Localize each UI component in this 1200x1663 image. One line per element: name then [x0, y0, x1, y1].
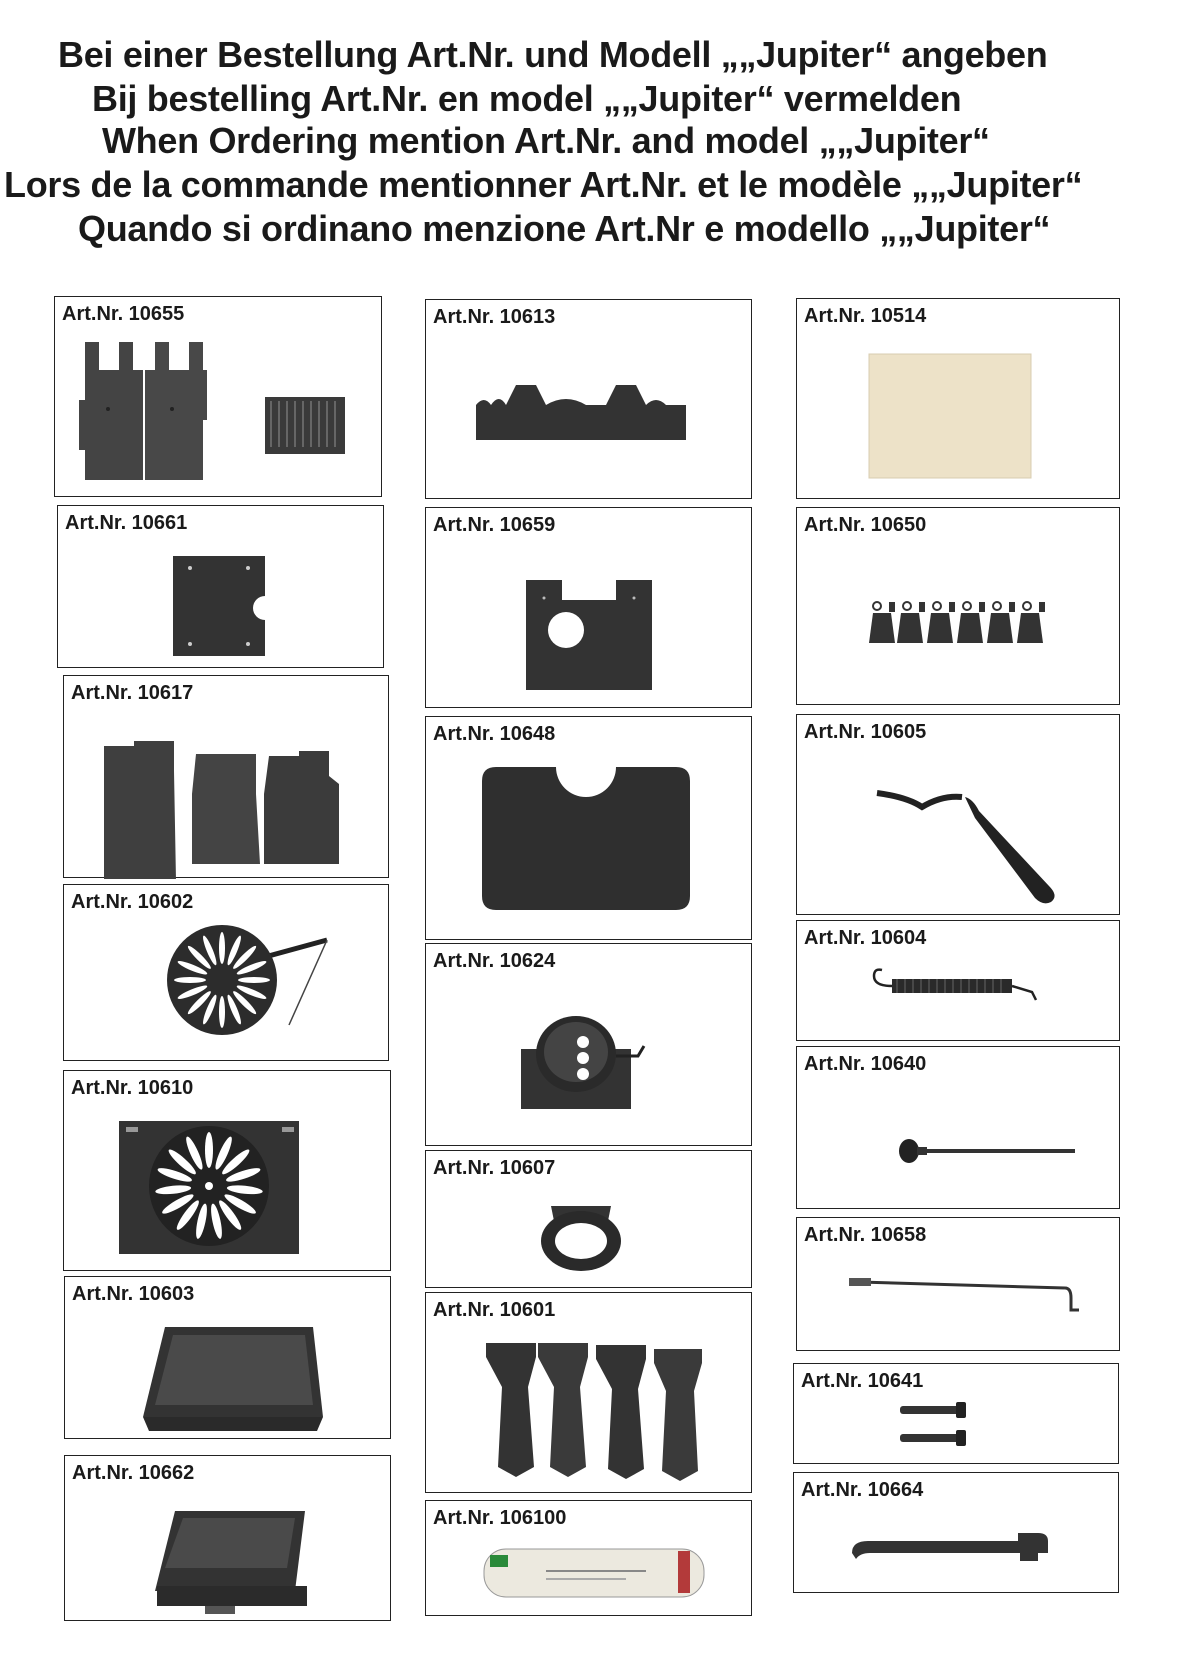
- part-card-10624: [425, 943, 752, 1146]
- vermiculite-board-photo: [797, 299, 1121, 500]
- part-card-10650: [796, 507, 1120, 705]
- part-card-10661: [57, 505, 384, 668]
- instruction-en: When Ordering mention Art.Nr. and model „„Jupiter“: [102, 120, 990, 161]
- air-rosette-plate-photo: [64, 1071, 392, 1272]
- part-number: Art.Nr. 10605: [804, 721, 927, 743]
- part-card-10648: [425, 716, 752, 940]
- part-number: Art.Nr. 10617: [71, 682, 194, 704]
- part-card-10604: [796, 920, 1120, 1041]
- part-card-10602: [63, 884, 389, 1061]
- legs-photo: [426, 1293, 753, 1494]
- part-number: Art.Nr. 10658: [804, 1224, 927, 1246]
- part-card-10641: [793, 1363, 1119, 1464]
- part-card-10607: [425, 1150, 752, 1288]
- sealant-tube-photo: [426, 1501, 753, 1617]
- part-number: Art.Nr. 10607: [433, 1157, 556, 1179]
- part-number: Art.Nr. 10650: [804, 514, 927, 536]
- part-card-10659: [425, 507, 752, 708]
- instruction-it: Quando si ordinano menzione Art.Nr e modello „„Jupiter“: [78, 208, 1051, 249]
- bolts-photo: [794, 1364, 1120, 1465]
- part-number: Art.Nr. 10662: [72, 1462, 195, 1484]
- part-number: Art.Nr. 10659: [433, 514, 556, 536]
- instruction-de: Bei einer Bestellung Art.Nr. und Modell „„Jupiter“ angeben: [58, 34, 1048, 75]
- part-card-10662: [64, 1455, 391, 1621]
- part-card-10658: [796, 1217, 1120, 1351]
- part-card-10617: [63, 675, 389, 878]
- air-rosette-photo: [64, 885, 390, 1062]
- part-card-10664: [793, 1472, 1119, 1593]
- part-number: Art.Nr. 10514: [804, 305, 927, 327]
- part-card-106100: [425, 1500, 752, 1616]
- part-number: Art.Nr. 10601: [433, 1299, 556, 1321]
- shaker-rod-photo: [797, 1218, 1121, 1352]
- side-stones-photo: [64, 676, 390, 879]
- part-card-10655: [54, 296, 382, 497]
- part-card-10613: [425, 299, 752, 499]
- part-number: Art.Nr. 10604: [804, 927, 927, 949]
- part-number: Art.Nr. 10610: [71, 1077, 194, 1099]
- part-number: Art.Nr. 10613: [433, 306, 556, 328]
- instruction-fr: Lors de la commande mentionner Art.Nr. et le modèle „„Jupiter“: [4, 164, 1083, 205]
- part-card-10605: [796, 714, 1120, 915]
- part-card-10640: [796, 1046, 1120, 1209]
- part-card-10610: [63, 1070, 391, 1271]
- brackets-set-photo: [797, 508, 1121, 706]
- part-card-10514: [796, 298, 1120, 499]
- ash-drawer-photo: [65, 1456, 392, 1622]
- part-number: Art.Nr. 10661: [65, 512, 188, 534]
- door-handle-photo: [797, 715, 1121, 916]
- back-plate-photo: [426, 508, 753, 709]
- bracket-photo: [794, 1473, 1120, 1594]
- fire-grate-bar-photo: [426, 300, 753, 500]
- part-number: Art.Nr. 10664: [801, 1479, 924, 1501]
- top-plate-photo: [426, 717, 753, 941]
- fireplate-set-photo: [55, 297, 383, 498]
- part-number: Art.Nr. 106100: [433, 1507, 567, 1529]
- part-number: Art.Nr. 10624: [433, 950, 556, 972]
- spring-photo: [797, 921, 1121, 1042]
- part-number: Art.Nr. 10640: [804, 1053, 927, 1075]
- part-number: Art.Nr. 10641: [801, 1370, 924, 1392]
- part-number: Art.Nr. 10655: [62, 303, 185, 325]
- instruction-nl: Bij bestelling Art.Nr. en model „„Jupiter“ vermelden: [92, 78, 962, 119]
- part-card-10601: [425, 1292, 752, 1493]
- part-number: Art.Nr. 10648: [433, 723, 556, 745]
- flue-collar-photo: [426, 944, 753, 1147]
- part-card-10603: [64, 1276, 391, 1439]
- flue-ring-photo: [426, 1151, 753, 1289]
- poker-rod-photo: [797, 1047, 1121, 1210]
- part-number: Art.Nr. 10603: [72, 1283, 195, 1305]
- ash-pan-photo: [65, 1277, 392, 1440]
- part-number: Art.Nr. 10602: [71, 891, 194, 913]
- base-plate-photo: [58, 506, 385, 669]
